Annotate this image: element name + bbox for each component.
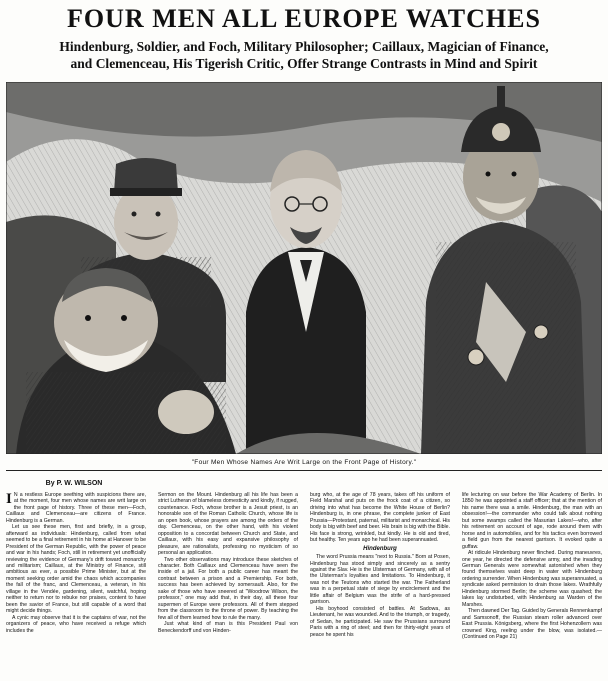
subhead-line-2: and Clemenceau, His Tigerish Critic, Offer Strange Contrasts in Mind and Spirit xyxy=(70,56,538,71)
paragraph xyxy=(6,492,146,524)
article-column-2 xyxy=(158,492,298,679)
paragraph: Just what kind of man is this President Paul von Beneckendorff und von Hinden- xyxy=(158,621,298,634)
subhead-line-1: Hindenburg, Soldier, and Foch, Military Philosopher; Caillaux, Magician of Finance, xyxy=(59,39,549,54)
illustration-caption: "Four Men Whose Names Are Writ Large on the Front Page of History." xyxy=(191,459,417,466)
drop-cap: I xyxy=(6,492,12,507)
paragraph: burg who, at the age of 78 years, takes off his uniform of Field Marshal and puts on the frock coat of a citizen, so driving into what has become the White House of Berlin? Hindenburg is, in one phrase, the complete junker of East Prussia—Protestant, paternal, militarist and monarchical. His body is big with beef and beer. His brain is big with the Bible. His face is strong, wrinkled, but kindly. He is old and tired, but healthy. Ten years ago he had been superannuated. xyxy=(310,492,450,544)
paragraph: Two other observations may introduce these sketches of character. Both Caillaux and Clemenceau have seen the inside of a jail. For both a public career has meant the contrast between a prison and a Premiership. For both, success has been achieved by somersault. Also, for the sake of those who have sneered at "Woodrow Wilson, the professor," one may add that, in their day, all these four supermen of Europe were professors. All of them stepped from the classroom to the throne of power. By teaching the few all of them learned how to rule the many. xyxy=(158,556,298,621)
group-portrait-illustration xyxy=(6,82,602,454)
paragraph: Let us see these men, first and briefly, in a group, afterward as individuals: Hindenburg, called from what seemed to be a final retirement in his home at Hanover to be President of the German Republic, with the power of peace and war in his hands; Foch, still in retirement yet unofficially reviewing the evidence of Germany's drift toward monarchy and militarism; Caillaux, at the Ministry of Finance, still ambitious as ever, a possible Prime Minister, but at the moment seeking order amid the chaos which accompanies the fall of the franc, and Clemenceau, a veteran, in his village in the Vendée, gardening, silent, watchful, hoping neither to return nor to rebuke nor praises, content to have been the savior of France, but still capable of a word that might decide things. xyxy=(6,524,146,615)
article-column-4 xyxy=(462,492,602,679)
section-heading: Hindenburg xyxy=(363,545,397,552)
paragraph: A cynic may observe that it is the captains of war, not the organizers of peace, who have received a refuge which includes the xyxy=(6,614,146,634)
paragraph: His boyhood consisted of battles. At Sadowa, as Lieutenant, he was wounded. And to the triumph, or tragedy, of Sedan, he participated. He saw the Prussians surround Paris with a ring of steel; and then for thirty-eight years of peace he spent his xyxy=(310,605,450,638)
article-column-1 xyxy=(6,492,146,679)
subheadline xyxy=(6,38,602,72)
paragraph-text: N a restless Europe seething with suspicions there are, at the moment, four men whose names are writ large on the front page of history. Three of these men—Foch, Caillaux and Clemenceau—are citizens of France. Hindenburg is a German. xyxy=(6,492,146,524)
paragraph: The word Prussia means "next to Russia." Born at Posen, Hindenburg has stood simply and sincerely as a sentry against the Slav. He is the Ulsterman of Germany, with all of the Ulsterman's loyalties and limitations. To Hindenburg, it was not the Teutons who started the war. The Fatherland was in a perpetual state of siege by encirclement and the little affair of Belgium was the strife of a hard-pressed garrison. xyxy=(310,554,450,606)
paragraph: Sermon on the Mount. Hindenburg all his life has been a strict Lutheran of blameless domesticity and kindly, if rugged, countenance. Foch, whose brother is a Jesuit priest, is an honorable son of the Roman Catholic Church, whose life is an open book, whose prayers are among the orders of the day. Clemenceau, on the other hand, with his violent opposition to a concordat between Church and State, and Caillaux, with his easy and expansive philosophy of pleasure, are rationalists, professing no mysticism of so personal an application. xyxy=(158,492,298,557)
byline: By P. W. WILSON xyxy=(45,480,103,487)
headline: FOUR MEN ALL EUROPE WATCHES xyxy=(67,4,541,33)
caption-divider xyxy=(6,470,602,471)
paragraph: At ridicule Hindenburg never flinched. During maneuvres, one year, he directed the defensive army, and the invading German Generals were somewhat astonished when they found themselves waist deep in water with Hindenburg ordering surrender. When Hindenburg was superannuated, a syndicate asked permission to drain those lakes. Wrathfully Hindenburg stormed Berlin; the scheme was quashed; the lakes lay undisturbed, with Hindenburg as Warden of the Marshes. xyxy=(462,550,602,608)
article-body xyxy=(6,492,602,679)
paragraph: life lecturing on war before the War Academy of Berlin. In 1850 he was appointed a staff officer; that at the mention of his name there was a smile. Hindenburg, the man with an obsession!—the commander who could talk about nothing but some swamps called the Masurian Lakes!—who, after his retirement on account of age, rode around them with horse and in automobiles, and for his tactics even borrowed a field gun from the nearest garrison. It evoked quite a guffaw. xyxy=(462,492,602,550)
article-column-3 xyxy=(310,492,450,679)
paragraph: Then dawned Der Tag. Guided by Generals Rennenkampf and Samsonoff, the Russian steam roller advanced over East Prussia. Königsberg, where the first Hohenzollern was crowned King, reeling under the blow, was isolated.—(Continued on Page 21) xyxy=(462,608,602,640)
